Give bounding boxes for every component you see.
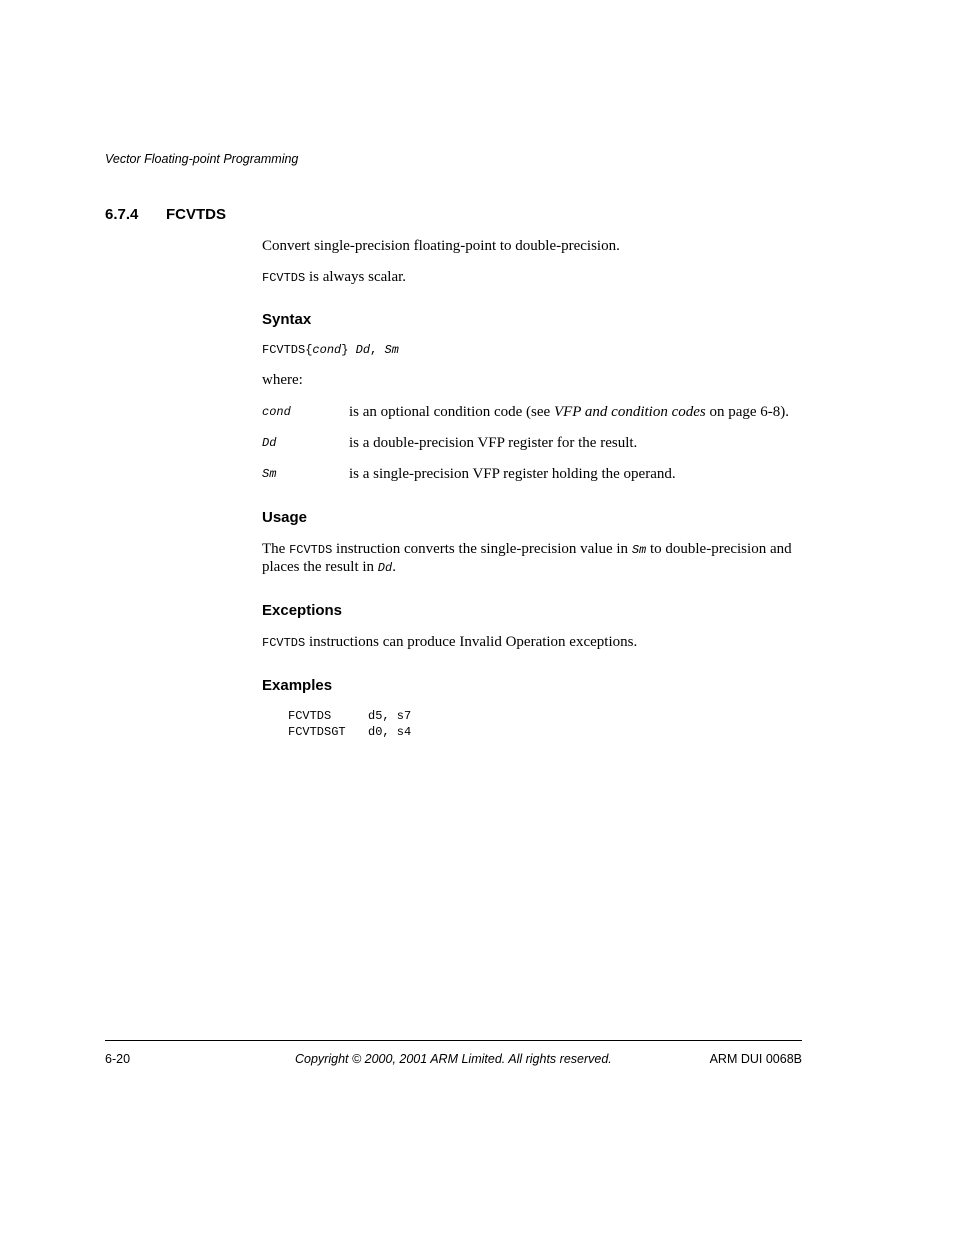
syntax-code-mnemonic: FCVTDS{: [262, 343, 313, 357]
inline-code: FCVTDS: [262, 636, 306, 650]
syntax-code-comma: ,: [370, 343, 385, 357]
copyright: Copyright © 2000, 2001 ARM Limited. All rights reserved.: [295, 1052, 612, 1066]
syntax-code-cond: cond: [312, 343, 342, 357]
param-desc-dd: is a double-precision VFP register for the result.: [349, 435, 638, 451]
param-desc-sm: is a single-precision VFP register holding the operand.: [349, 466, 676, 482]
usage-text: .: [392, 559, 396, 575]
exceptions-heading: Exceptions: [262, 602, 343, 619]
syntax-code: [262, 343, 399, 357]
examples-heading: Examples: [262, 677, 333, 694]
exceptions-text: [262, 633, 637, 652]
intro-line-2-text: is always scalar.: [305, 269, 407, 285]
usage-text: instruction converts the single-precision value in: [332, 541, 632, 557]
param-desc-cond-text: is an optional condition code (see: [349, 404, 554, 420]
intro-line-2: [262, 268, 406, 287]
usage-text: places the result in: [262, 559, 378, 575]
syntax-heading: Syntax: [262, 311, 312, 328]
document-id: ARM DUI 0068B: [709, 1052, 802, 1066]
inline-code: FCVTDS: [289, 543, 333, 557]
usage-heading: Usage: [262, 509, 308, 526]
usage-text: The: [262, 541, 290, 557]
exceptions-sentence: instructions can produce Invalid Operation exceptions.: [305, 634, 638, 650]
page-number: 6-20: [105, 1052, 131, 1066]
usage-text: to double-precision and: [646, 541, 792, 557]
inline-code: FCVTDS: [262, 271, 306, 285]
syntax-code-brace: }: [341, 343, 356, 357]
param-term-cond: cond: [262, 405, 291, 419]
usage-line-1: [262, 540, 792, 559]
param-term-sm: Sm: [262, 467, 277, 481]
cross-reference: VFP and condition codes: [553, 404, 706, 420]
where-label: where:: [262, 372, 303, 388]
usage-line-2: [262, 558, 396, 577]
inline-code: Dd: [377, 561, 393, 575]
intro-line-1: Convert single-precision floating-point to double-precision.: [262, 238, 620, 254]
footer-rule: [105, 1040, 802, 1041]
inline-code: Sm: [631, 543, 647, 557]
syntax-code-dd: Dd: [355, 343, 371, 357]
example-mnemonic: FCVTDSGT: [288, 725, 346, 739]
syntax-code-sm: Sm: [384, 343, 399, 357]
example-operands: d5, s7: [368, 709, 412, 723]
param-term-dd: Dd: [262, 436, 277, 450]
section-title: FCVTDS: [166, 206, 226, 223]
example-mnemonic: FCVTDS: [288, 709, 332, 723]
section-number: 6.7.4: [105, 206, 139, 223]
param-desc-cond-page: on page 6-8).: [705, 404, 790, 420]
param-desc-cond: [349, 403, 789, 421]
running-header: Vector Floating-point Programming: [105, 152, 299, 166]
example-operands: d0, s4: [368, 725, 412, 739]
